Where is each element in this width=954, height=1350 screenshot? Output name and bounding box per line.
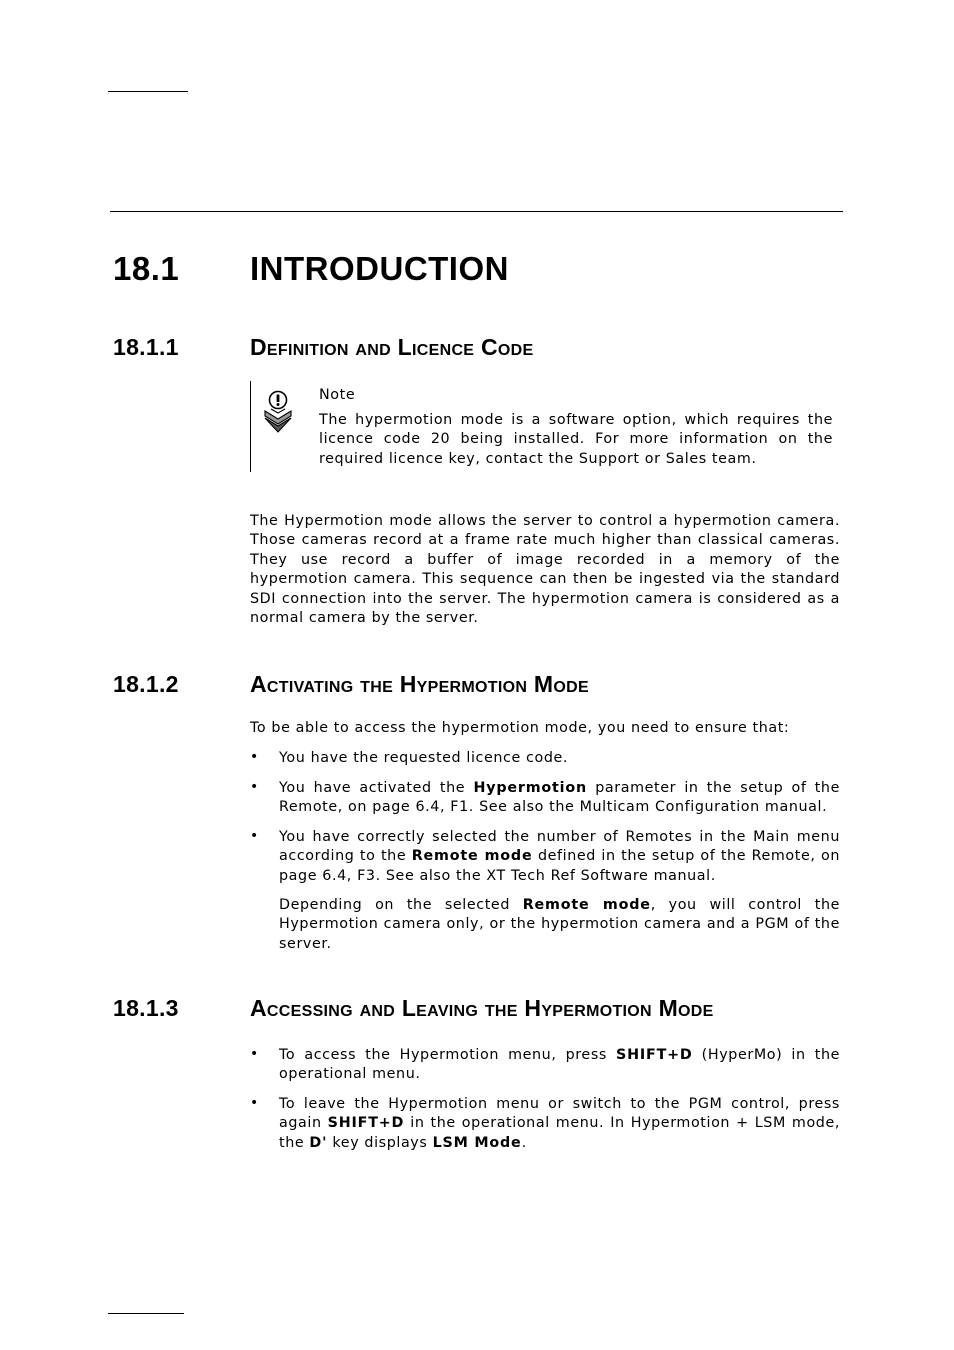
footer-rule-short xyxy=(108,1313,184,1314)
list-item-text: To leave the Hypermotion menu or switch to the PGM control, press again xyxy=(279,1096,840,1132)
bullet-marker: • xyxy=(250,749,259,765)
list-item-text: Depending on the selected xyxy=(279,897,523,913)
note-bar xyxy=(250,381,251,472)
subsection-heading-accessing xyxy=(113,995,714,1022)
bullet-marker: • xyxy=(250,1046,259,1062)
parameter-name: Remote mode xyxy=(522,897,651,913)
list-item-text: You have correctly selected the number of Remotes in the Main menu according to the xyxy=(279,829,840,865)
list-item: You have the requested licence code. xyxy=(279,750,569,766)
note-text: The hypermotion mode is a software option, which requires the licence code 20 being installed. For more information on the required licence key, contact the Support or Sales team. xyxy=(319,412,833,467)
list-item-text: . xyxy=(521,1134,527,1151)
note-icon xyxy=(262,389,294,433)
list-item xyxy=(279,779,840,818)
key-combo: SHIFT+D xyxy=(327,1115,405,1132)
mode-name: LSM Mode xyxy=(432,1134,522,1151)
subsection-heading-definition xyxy=(113,334,533,361)
list-item xyxy=(279,1046,840,1085)
subsection-title: Definition and Licence Code xyxy=(250,334,534,360)
section-rule xyxy=(110,211,843,212)
key-name: D' xyxy=(309,1134,328,1151)
bullet-marker: • xyxy=(250,779,259,795)
list-item-continuation xyxy=(279,896,840,954)
list-item-text: (HyperMo) in the operational menu. xyxy=(279,1047,840,1083)
subsection-title: Activating the Hypermotion Mode xyxy=(250,671,589,697)
list-item-text: , you will control the Hypermotion camera only, or the hypermotion camera and a PGM of the server. xyxy=(279,897,840,952)
bullet-marker: • xyxy=(250,1095,259,1111)
parameter-name: Remote mode xyxy=(411,848,533,865)
subsection-heading-activating xyxy=(113,671,589,698)
list-item xyxy=(279,1095,840,1153)
section-number: 18.1 xyxy=(113,250,180,287)
list-item xyxy=(279,828,840,886)
definition-paragraph: The Hypermotion mode allows the server to control a hypermotion camera. Those cameras record at a frame rate much higher than classical cameras. They use record a buffer of image recorded in a memory of the hypermotion camera. This sequence can then be ingested via the standard SDI connection into the server. The hypermotion camera is considered as a normal camera by the server. xyxy=(250,513,840,627)
bullet-marker: • xyxy=(250,828,259,844)
subsection-number: 18.1.3 xyxy=(113,995,179,1021)
key-combo: SHIFT+D xyxy=(616,1047,693,1063)
activating-intro: To be able to access the hypermotion mode, you need to ensure that: xyxy=(250,720,790,736)
list-item-text: You have activated the xyxy=(279,780,474,796)
list-item-text: defined in the setup of the Remote, on page 6.4, F3. See also the XT Tech Ref Software manual. xyxy=(279,848,840,884)
section-title: INTRODUCTION xyxy=(250,250,509,287)
subsection-title: Accessing and Leaving the Hypermotion Mode xyxy=(250,995,714,1021)
subsection-number: 18.1.1 xyxy=(113,334,179,360)
parameter-name: Hypermotion xyxy=(473,780,587,796)
list-item-text: in the operational menu. In Hypermotion + LSM mode, the xyxy=(279,1115,841,1151)
list-item-text: To access the Hypermotion menu, press xyxy=(279,1047,617,1063)
section-heading xyxy=(113,250,509,288)
list-item-text: key displays xyxy=(327,1134,433,1151)
header-rule-short xyxy=(108,91,188,92)
note-label: Note xyxy=(319,387,356,403)
list-item-text: parameter in the setup of the Remote, on page 6.4, F1. See also the Multicam Configuration manual. xyxy=(279,780,840,816)
subsection-number: 18.1.2 xyxy=(113,671,179,697)
